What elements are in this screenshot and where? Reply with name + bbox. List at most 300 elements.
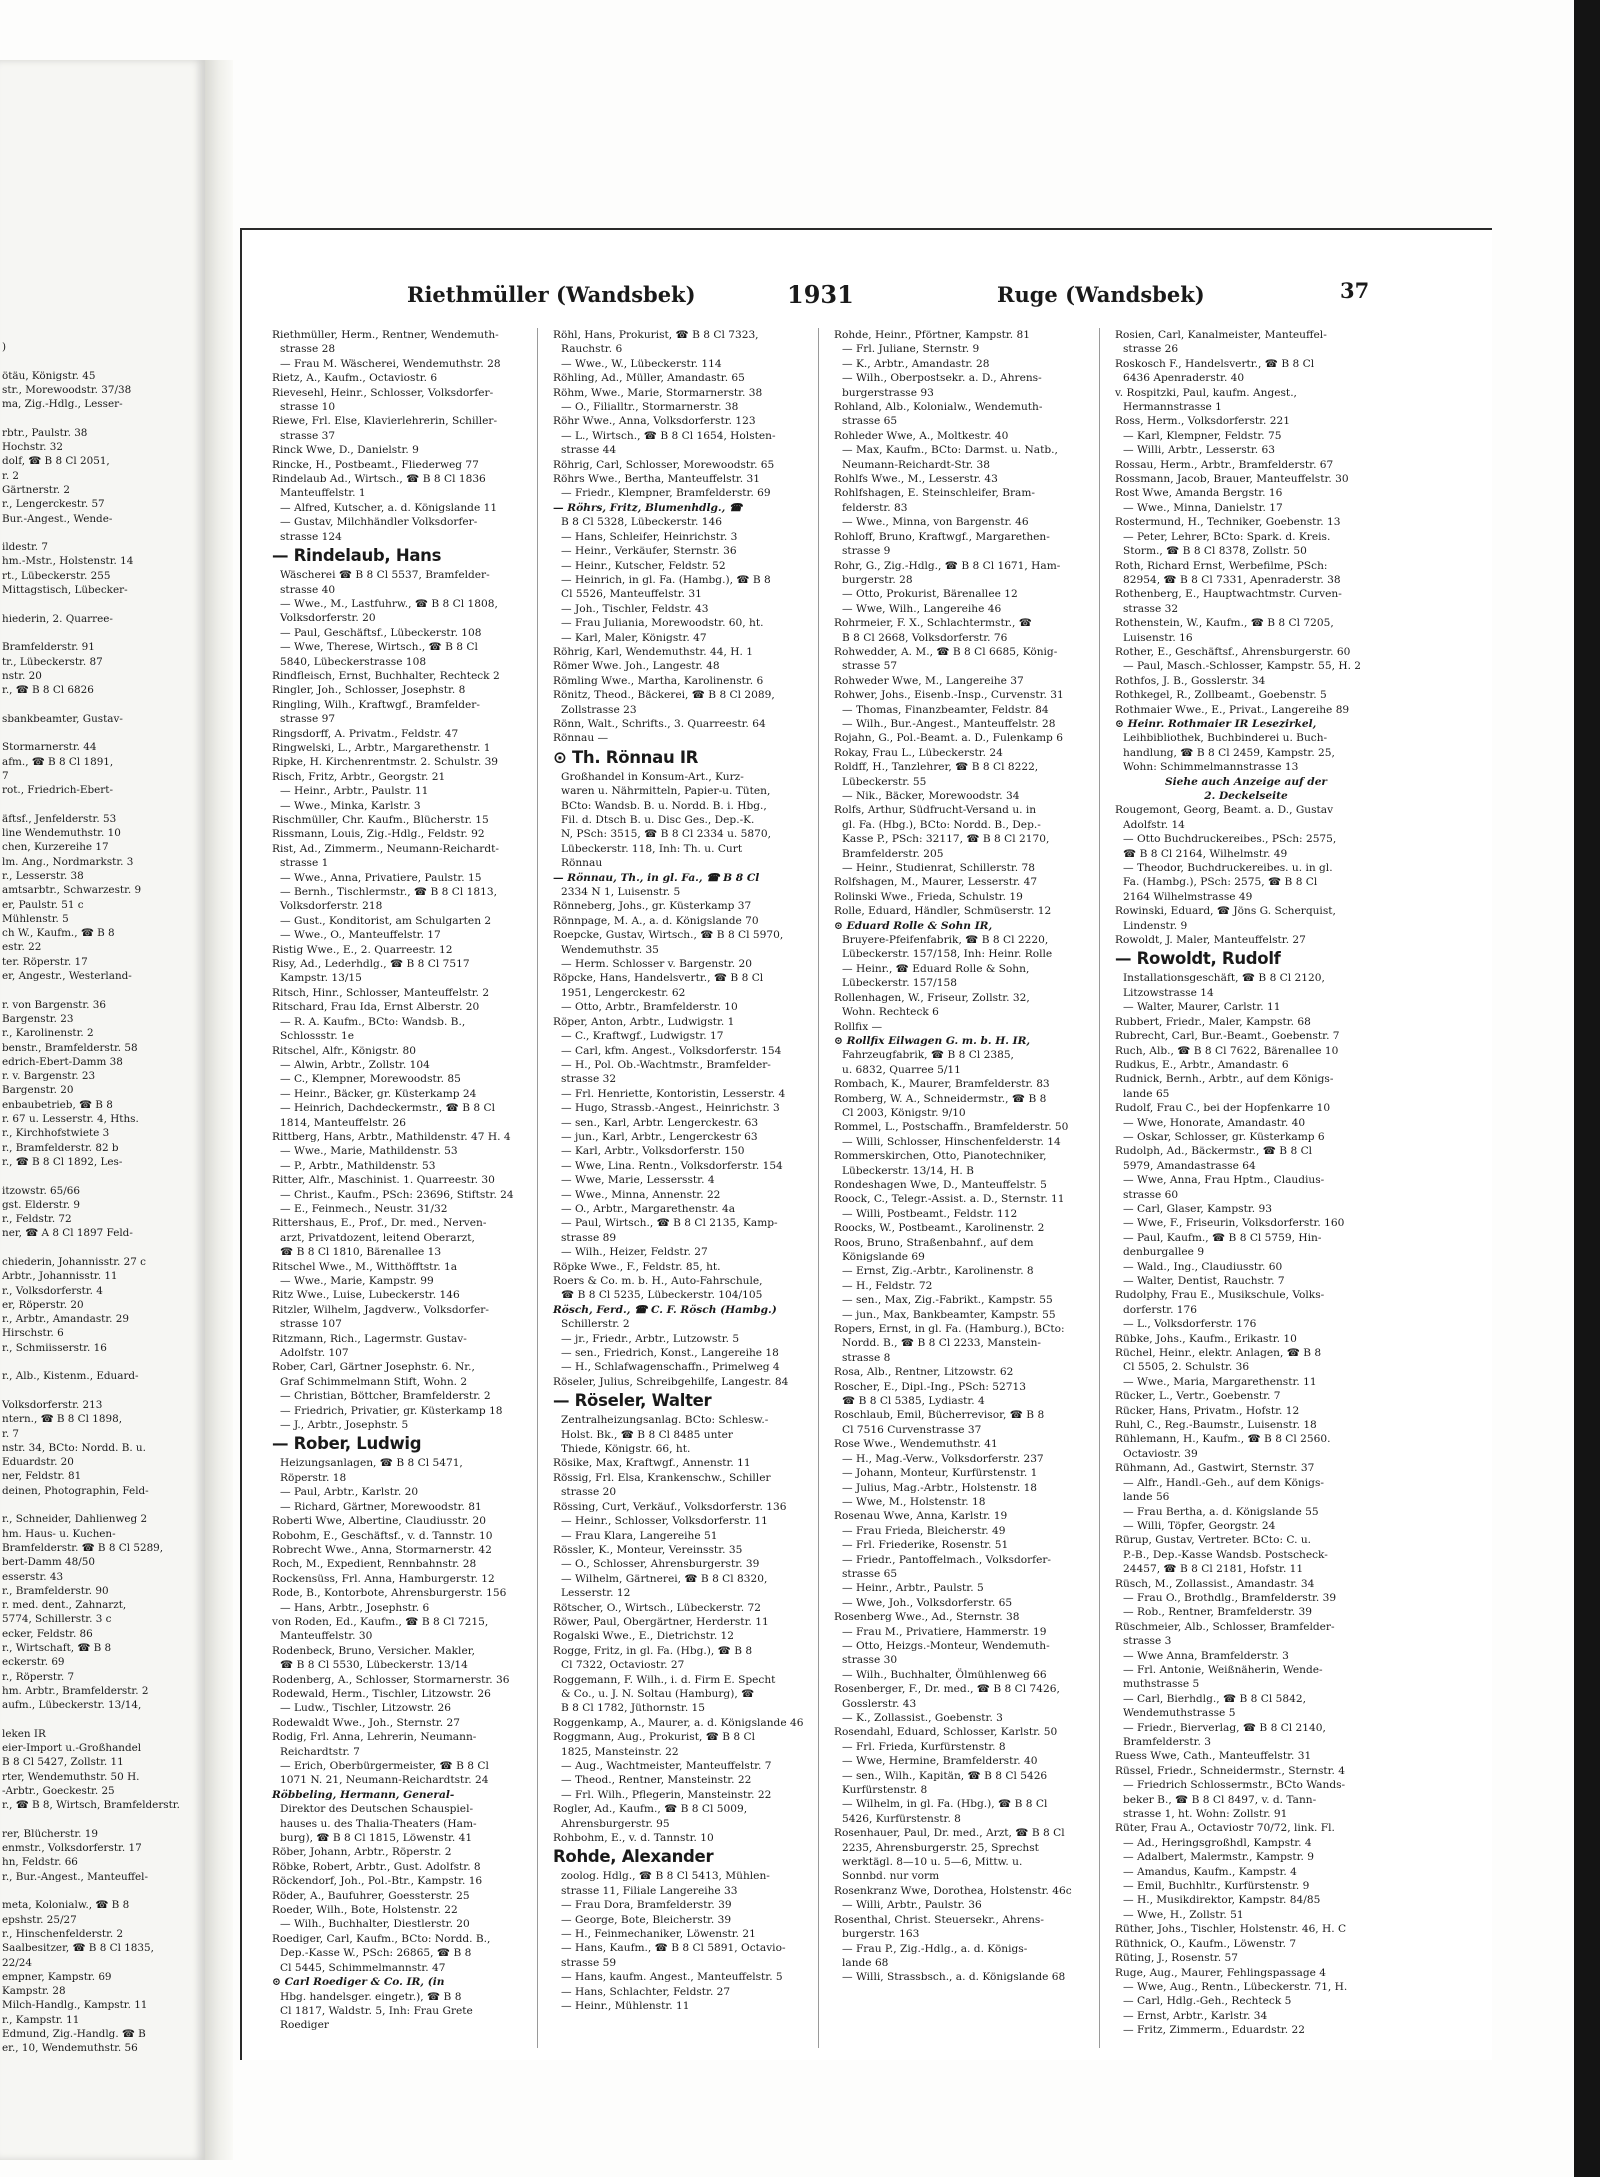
directory-entry: 6436 Apenraderstr. 40 [1123, 372, 1245, 385]
column-1 [268, 328, 538, 2048]
adjacent-page-line: deinen, Photographin, Feld- [2, 1484, 149, 1497]
directory-entry: N, PSch: 3515, ☎ B 8 Cl 2334 u. 5870, [561, 828, 771, 841]
page-number: 37 [1340, 278, 1370, 303]
directory-entry: — Frau Klara, Langereihe 51 [561, 1529, 718, 1542]
adjacent-page-line: edrich-Ebert-Damm 38 [2, 1055, 123, 1068]
directory-entry: Litzowstrasse 14 [1123, 986, 1214, 999]
header-right-name: Ruge (Wandsbek) [997, 282, 1205, 307]
directory-entry: — jr., Friedr., Arbtr., Lutzowstr. 5 [561, 1332, 740, 1345]
directory-entry: — George, Bote, Bleicherstr. 39 [561, 1913, 732, 1926]
directory-entry: Rockensüss, Frl. Anna, Hamburgerstr. 12 [272, 1572, 495, 1585]
directory-entry: Rischmüller, Chr. Kaufm., Blücherstr. 15 [272, 814, 489, 826]
adjacent-page-line: tr., Lübeckerstr. 87 [2, 655, 103, 668]
directory-entry: Röpcke, Hans, Handelsvertr., ☎ B 8 Cl [553, 972, 764, 985]
directory-entry: — Wwe., Minna, von Bargenstr. 46 [842, 516, 1029, 529]
adjacent-page-line: r. v. Bargenstr. 23 [2, 1070, 96, 1083]
directory-entry: — Alfr., Handl.-Geh., auf dem Königs- [1123, 1476, 1324, 1489]
adjacent-page-line [0, 1241, 205, 1255]
directory-entry: — O., Arbtr., Margarethenstr. 4a [561, 1202, 736, 1215]
directory-entry: Rösike, Max, Kraftwgf., Annenstr. 11 [553, 1457, 751, 1470]
adjacent-page-line: chen, Kurzereihe 17 [2, 841, 109, 854]
directory-entry: Ruge, Aug., Maurer, Fehlingspassage 4 [1115, 1966, 1327, 1979]
directory-entry: — Joh., Tischler, Feldstr. 43 [561, 602, 709, 615]
directory-entry: Rürup, Gustav, Vertreter. BCto: C. u. [1115, 1534, 1312, 1547]
directory-entry: — Emil, Buchhltr., Kurfürstenstr. 9 [1123, 1880, 1310, 1893]
adjacent-page-line: rter, Wendemuthstr. 50 H. [2, 1770, 140, 1783]
directory-entry: — Erich, Oberbürgermeister, ☎ B 8 Cl [280, 1760, 489, 1772]
directory-entry: lande 65 [1123, 1087, 1170, 1100]
directory-entry: — Frau Juliania, Morewoodstr. 60, ht. [561, 617, 764, 630]
directory-entry: Schillerstr. 2 [561, 1318, 630, 1331]
directory-entry: — Frl. Juliane, Sternstr. 9 [842, 343, 980, 356]
directory-entry: Rüschmeier, Alb., Schlosser, Bramfelder- [1115, 1620, 1335, 1633]
directory-entry: — Wilhelm, Gärtnerei, ☎ B 8 Cl 8320, [561, 1572, 768, 1585]
directory-entry: strasse 32 [1123, 602, 1179, 615]
directory-entry: Ahrensburgerstr. 95 [561, 1817, 670, 1830]
directory-entry: Storm., ☎ B 8 Cl 8378, Zollstr. 50 [1123, 545, 1307, 558]
directory-entry: Kampstr. 13/15 [280, 972, 362, 985]
adjacent-page-line: hm.-Mstr., Holstenstr. 14 [2, 555, 134, 568]
directory-entry: — Heinr., Verkäufer, Sternstr. 36 [561, 545, 737, 558]
directory-entry-highlight: Rohde, Alexander [553, 1847, 714, 1867]
adjacent-page-line: Bramfelderstr. ☎ B 8 Cl 5289, [2, 1541, 164, 1554]
directory-entry: lande 56 [1123, 1491, 1170, 1504]
directory-entry: strasse 11, Filiale Langereihe 33 [561, 1884, 738, 1897]
adjacent-page-line: r. 7 [2, 1427, 20, 1440]
directory-entry: Ruch, Alb., ☎ B 8 Cl 7622, Bärenallee 10 [1115, 1044, 1339, 1057]
directory-entry: — sen., Max, Zig.-Fabrikt., Kampstr. 55 [842, 1294, 1053, 1307]
directory-entry: Risy, Ad., Lederhdlg., ☎ B 8 Cl 7517 [272, 958, 470, 971]
directory-entry: Volksdorferstr. 218 [280, 900, 383, 913]
directory-entry: — Wwe., Anna, Privatiere, Paulstr. 15 [280, 871, 482, 884]
directory-entry: Bruyere-Pfeifenfabrik, ☎ B 8 Cl 2220, [842, 934, 1049, 947]
directory-entry: Rössing, Curt, Verkäuf., Volksdorferstr. 136 [553, 1500, 787, 1513]
directory-entry: Rüter, Frau A., Octaviostr 70/72, link. Fl. [1115, 1822, 1335, 1835]
directory-entry: burg), ☎ B 8 Cl 1815, Löwenstr. 41 [280, 1832, 473, 1845]
directory-entry: Manteuffelstr. 1 [280, 487, 366, 500]
directory-entry: — Theodor, Buchdruckereibes. u. in gl. [1123, 862, 1333, 875]
directory-entry-highlight: — Rindelaub, Hans [272, 546, 442, 566]
adjacent-page-line: r., ☎ B 8, Wirtsch, Bramfelderstr. [2, 1799, 180, 1812]
directory-entry-highlight: — Röhrs, Fritz, Blumenhdlg., ☎ [553, 501, 743, 514]
directory-entry: Thiede, Königstr. 66, ht. [561, 1443, 691, 1456]
directory-entry-highlight: — Rowoldt, Rudolf [1115, 949, 1281, 969]
directory-entry: — Otto, Arbtr., Bramfelderstr. 10 [561, 1001, 738, 1014]
directory-entry-highlight: — Röseler, Walter [553, 1391, 712, 1411]
directory-entry: — Hans, Arbtr., Josephstr. 6 [280, 1601, 430, 1614]
directory-entry: — Frau O., Brothdlg., Bramfelderstr. 39 [1123, 1591, 1337, 1604]
adjacent-page-line: sbankbeamter, Gustav- [2, 712, 123, 725]
directory-entry: Rosenthal, Christ. Steuersekr., Ahrens- [834, 1913, 1044, 1926]
directory-entry: — Carl, Bierhdlg., ☎ B 8 Cl 5842, [1123, 1692, 1306, 1705]
directory-entry: Adolfstr. 107 [280, 1347, 349, 1360]
adjacent-page-line: r., ☎ B 8 Cl 1892, Les- [2, 1155, 123, 1168]
directory-entry: — Frl. Friederike, Rosenstr. 51 [842, 1539, 1009, 1552]
adjacent-page-line: r., ☎ B 8 Cl 6826 [2, 684, 94, 697]
adjacent-page-line: gst. Elderstr. 9 [2, 1198, 80, 1211]
directory-entry: Röhl, Hans, Prokurist, ☎ B 8 Cl 7323, [553, 329, 759, 341]
directory-entry: Rüther, Johs., Tischler, Holstenstr. 46, H. C [1115, 1923, 1347, 1936]
adjacent-page-line: Bargenstr. 20 [2, 1084, 74, 1097]
directory-entry: — Christian, Böttcher, Bramfelderstr. 2 [280, 1390, 491, 1403]
directory-entry: B 8 Cl 5328, Lübeckerstr. 146 [561, 516, 722, 529]
directory-entry: Lübeckerstr. 118, Inh: Th. u. Curt [561, 842, 743, 855]
directory-entry: Rohland, Alb., Kolonialw., Wendemuth- [834, 401, 1043, 414]
directory-entry: Rondeshagen Wwe, D., Manteuffelstr. 5 [834, 1178, 1047, 1191]
directory-entry: strasse 3 [1123, 1635, 1172, 1648]
header-left-name: Riethmüller (Wandsbek) [407, 282, 696, 307]
directory-page [240, 228, 1492, 2060]
directory-entry: Rodenberg, A., Schlosser, Stormarnerstr. 36 [272, 1673, 510, 1686]
directory-entry: — Carl, Hdlg.-Geh., Rechteck 5 [1123, 1995, 1292, 2008]
directory-entry: werktägl. 8—10 u. 5—6, Mittw. u. [842, 1856, 1023, 1869]
directory-entry: lande 68 [842, 1956, 889, 1969]
adjacent-page-line: Saalbesitzer, ☎ B 8 Cl 1835, [2, 1942, 154, 1955]
directory-entry: Rüthnick, O., Kaufm., Löwenstr. 7 [1115, 1937, 1297, 1950]
directory-entry-highlight: — Rönnau, Th., in gl. Fa., ☎ B 8 Cl [553, 871, 760, 884]
directory-entry: Rudolf, Frau C., bei der Hopfenkarre 10 [1115, 1102, 1331, 1115]
directory-entry: Risch, Fritz, Arbtr., Georgstr. 21 [272, 770, 446, 783]
adjacent-page-line: aufm., Lübeckerstr. 13/14, [2, 1699, 142, 1712]
directory-entry: felderstr. 83 [842, 501, 908, 514]
directory-entry: — Frau Bertha, a. d. Königslande 55 [1123, 1505, 1319, 1518]
directory-entry: dorferstr. 176 [1123, 1303, 1198, 1316]
directory-entry: Roocks, W., Postbeamt., Karolinenstr. 2 [834, 1222, 1045, 1235]
directory-entry-highlight: ⊙ Rollfix Eilwagen G. m. b. H. IR, [834, 1034, 1031, 1047]
directory-entry: Zentralheizungsanlag. BCto: Schlesw.- [561, 1414, 769, 1427]
adjacent-page-line: r., Wirtschaft, ☎ B 8 [2, 1642, 112, 1655]
directory-entry: Rönitz, Theod., Bäckerei, ☎ B 8 Cl 2089, [553, 689, 775, 702]
adjacent-page-line: hm. Haus- u. Kuchen- [2, 1527, 116, 1540]
directory-entry: Römer Wwe. Joh., Langestr. 48 [553, 660, 720, 673]
directory-entry: Roscher, E., Dipl.-Ing., PSch: 52713 [834, 1380, 1026, 1393]
directory-entry: 2. Deckelseite [1204, 790, 1288, 802]
directory-entry: 2235, Ahrensburgerstr. 25, Sprechst [842, 1841, 1039, 1854]
adjacent-page-line: empner, Kampstr. 69 [2, 1970, 112, 1983]
directory-entry: Bramfelderstr. 205 [842, 847, 944, 860]
directory-entry: Cl 5505, 2. Schulstr. 36 [1123, 1361, 1250, 1374]
directory-entry: — H., Musikdirektor, Kampstr. 84/85 [1123, 1894, 1321, 1907]
directory-entry: Zollstrasse 23 [561, 703, 637, 716]
directory-entry: Roskosch F., Handelsvertr., ☎ B 8 Cl [1115, 357, 1315, 370]
directory-entry: Röder, A., Baufuhrer, Goessterstr. 25 [272, 1889, 470, 1902]
directory-entry: Riethmüller, Herm., Rentner, Wendemuth- [272, 329, 499, 341]
directory-entry: — Willi, Arbtr., Paulstr. 36 [842, 1899, 982, 1912]
directory-entry: — Frau Dora, Bramfelderstr. 39 [561, 1899, 732, 1912]
directory-entry: Roers & Co. m. b. H., Auto-Fahrschule, [553, 1275, 763, 1287]
directory-entry: — Adalbert, Malermstr., Kampstr. 9 [1123, 1851, 1314, 1864]
directory-entry: Rudnick, Bernh., Arbtr., auf dem Königs- [1115, 1073, 1334, 1086]
directory-entry: Rohleder Wwe, A., Moltkestr. 40 [834, 429, 1009, 442]
directory-entry: Holst. Bk., ☎ B 8 Cl 8485 unter [561, 1428, 733, 1441]
directory-entry: burgerstrasse 93 [842, 386, 934, 399]
directory-entry: strasse 59 [561, 1956, 617, 1969]
directory-entry: Rohwedder, A. M., ☎ B 8 Cl 6685, König- [834, 645, 1058, 658]
adjacent-page-line [0, 697, 205, 711]
directory-entry: ☎ B 8 Cl 5235, Lübeckerstr. 104/105 [561, 1289, 763, 1302]
directory-entry: — Paul, Geschäftsf., Lübeckerstr. 108 [280, 626, 482, 639]
directory-entry: Rosien, Carl, Kanalmeister, Manteuffel- [1115, 329, 1327, 341]
directory-entry: Ripke, H. Kirchenrentmstr. 2. Schulstr. 39 [272, 756, 499, 769]
directory-entry: Direktor des Deutschen Schauspiel- [280, 1803, 474, 1816]
directory-entry: Rothenstein, W., Kaufm., ☎ B 8 Cl 7205, [1115, 617, 1334, 630]
directory-entry: — H., Mag.-Verw., Volksdorferstr. 237 [842, 1452, 1044, 1465]
directory-entry: Röhm, Wwe., Marie, Stormarnerstr. 38 [553, 386, 763, 399]
directory-entry: Rudolph, Ad., Bäckermstr., ☎ B 8 Cl [1115, 1145, 1313, 1158]
directory-entry: — Wwe., Maria, Margarethenstr. 11 [1123, 1375, 1317, 1388]
adjacent-page-line: r. med. dent., Zahnarzt, [2, 1599, 127, 1612]
adjacent-page-line: er, Angestr., Westerland- [2, 970, 132, 983]
directory-entry: — Frau P., Zig.-Hdlg., a. d. Königs- [842, 1942, 1028, 1955]
adjacent-page-line: enbaubetrieb, ☎ B 8 [2, 1098, 113, 1111]
directory-entry: Rohweder Wwe, M., Langereihe 37 [834, 674, 1024, 687]
adjacent-page-line: esserstr. 43 [2, 1570, 64, 1583]
adjacent-page-line [0, 1813, 205, 1827]
directory-entry: Rudolphy, Frau E., Musikschule, Volks- [1115, 1289, 1325, 1302]
adjacent-page-line: Gärtnerstr. 2 [2, 483, 70, 496]
directory-entry: Wohn. Rechteck 6 [842, 1006, 939, 1019]
directory-entry: Manteuffelstr. 30 [280, 1630, 373, 1643]
directory-entry: — P., Arbtr., Mathildenstr. 53 [280, 1159, 436, 1172]
directory-entry: Rössler, K., Monteur, Vereinsstr. 35 [553, 1543, 743, 1556]
adjacent-page-line: afm., ☎ B 8 Cl 1891, [2, 755, 114, 768]
adjacent-page-line: amtsarbtr., Schwarzestr. 9 [2, 884, 142, 897]
directory-entry: ☎ B 8 Cl 5385, Lydiastr. 4 [842, 1395, 985, 1408]
directory-entry: Roepcke, Gustav, Wirtsch., ☎ B 8 Cl 5970, [553, 929, 784, 942]
directory-entry: Rohr, G., Zig.-Hdlg., ☎ B 8 Cl 1671, Ham- [834, 559, 1061, 572]
directory-entry: von Roden, Ed., Kaufm., ☎ B 8 Cl 7215, [272, 1615, 489, 1628]
directory-entry: — Wwe., M., Lastfuhrw., ☎ B 8 Cl 1808, [280, 597, 498, 610]
directory-entry: Lübeckerstr. 13/14, H. B [842, 1164, 974, 1177]
adjacent-page-line: r., Feldstr. 72 [2, 1213, 72, 1226]
adjacent-page-line: r., Alb., Kistenm., Eduard- [2, 1370, 139, 1383]
directory-entry: Bramfelderstr. 3 [1123, 1736, 1211, 1748]
directory-entry: BCto: Wandsb. B. u. Nordd. B. i. Hbg., [561, 799, 767, 812]
directory-entry: Rowinski, Eduard, ☎ Jöns G. Scherquist, [1115, 905, 1336, 918]
directory-entry: Röbke, Robert, Arbtr., Gust. Adolfstr. 8 [272, 1860, 481, 1873]
column-2 [549, 328, 819, 2048]
adjacent-page-line: Bur.-Angest., Wende- [2, 512, 113, 525]
directory-entry: — Willi, Töpfer, Georgstr. 24 [1123, 1519, 1276, 1532]
directory-entry: — Friedr., Bierverlag, ☎ B 8 Cl 2140, [1123, 1721, 1326, 1734]
column-4 [1111, 328, 1381, 2048]
directory-entry: — Wwe, Aug., Rentn., Lübeckerstr. 71, H. [1123, 1980, 1348, 1993]
directory-entry-highlight: ⊙ Th. Rönnau IR [553, 747, 699, 767]
directory-entry: Cl 2003, Königstr. 9/10 [842, 1106, 966, 1119]
directory-entry: 5979, Amandastrasse 64 [1123, 1159, 1256, 1172]
directory-entry: — sen., Wilh., Kapitän, ☎ B 8 Cl 5426 [842, 1769, 1048, 1782]
directory-entry: Ringsdorff, A. Privatm., Feldstr. 47 [272, 727, 459, 740]
directory-entry: Rossau, Herm., Arbtr., Bramfelderstr. 67 [1115, 458, 1334, 471]
directory-entry-highlight: Röbbeling, Hermann, General- [272, 1788, 455, 1801]
directory-entry: Ritz Wwe., Luise, Lubeckerstr. 146 [272, 1289, 460, 1302]
directory-entry: Dep.-Kasse W., PSch: 26865, ☎ B 8 [280, 1947, 472, 1960]
directory-entry: — Hans, Kaufm., ☎ B 8 Cl 5891, Octavio- [561, 1942, 786, 1955]
directory-entry: Rohloff, Bruno, Kraftwgf., Margarethen- [834, 530, 1050, 543]
directory-entry: Rodig, Frl. Anna, Lehrerin, Neumann- [272, 1731, 477, 1744]
directory-entry: Rüchel, Heinr., elektr. Anlagen, ☎ B 8 [1115, 1347, 1322, 1360]
directory-entry: — H., Feinmechaniker, Löwenstr. 21 [561, 1928, 756, 1941]
directory-entry: Romberg, W. A., Schneidermstr., ☎ B 8 [834, 1092, 1047, 1105]
directory-entry: Rodewald, Herm., Tischler, Litzowstr. 26 [272, 1687, 491, 1700]
directory-entry: Rothenberg, E., Hauptwachtmstr. Curven- [1115, 588, 1342, 601]
directory-entry: strasse 124 [280, 530, 342, 543]
directory-entry: Rokay, Frau L., Lübeckerstr. 24 [834, 746, 1003, 759]
adjacent-page-line: r., Hinschenfelderstr. 2 [2, 1927, 124, 1940]
directory-entry: Rincke, H., Postbeamt., Fliederweg 77 [272, 458, 479, 471]
directory-entry: 82954, ☎ B 8 Cl 7331, Apenraderstr. 38 [1123, 573, 1341, 586]
directory-entry: burgerstr. 28 [842, 573, 913, 586]
directory-entry: Röhrig, Karl, Wendemuthstr. 44, H. 1 [553, 645, 753, 658]
adjacent-page-line: ma, Zig.-Hdlg., Lesser- [2, 398, 123, 411]
directory-entry: Röhr Wwe., Anna, Volksdorferstr. 123 [553, 415, 756, 428]
directory-entry: Rössig, Frl. Elsa, Krankenschw., Schiller [553, 1471, 771, 1484]
directory-entry: Rosendahl, Eduard, Schlosser, Karlstr. 50 [834, 1726, 1058, 1739]
directory-entry: — Ad., Heringsgroßhdl, Kampstr. 4 [1123, 1836, 1312, 1849]
directory-entry: — Wwe., Marie, Kampstr. 99 [280, 1275, 434, 1287]
directory-entry: — Gustav, Milchhändler Volksdorfer- [280, 516, 478, 529]
directory-entry: strasse 8 [842, 1351, 891, 1364]
directory-entry: Fil. d. Dtsch B. u. Disc Ges., Dep.-K. [561, 814, 755, 826]
directory-entry: — Theod., Rentner, Mansteinstr. 22 [561, 1774, 752, 1787]
directory-entry: — O., Filialltr., Stormarnerstr. 38 [561, 401, 739, 414]
directory-entry: 24457, ☎ B 8 Cl 2181, Hofstr. 11 [1123, 1563, 1304, 1576]
adjacent-page-line: benstr., Bramfelderstr. 58 [2, 1041, 138, 1054]
directory-entry: — Wwe, Marie, Lessersstr. 4 [561, 1174, 715, 1187]
directory-entry: Rohlfshagen, E. Steinschleifer, Bram- [834, 487, 1035, 500]
directory-entry: Roberti Wwe, Albertine, Claudiusstr. 20 [272, 1515, 486, 1528]
directory-entry: — Hans, Schlachter, Feldstr. 27 [561, 1985, 731, 1998]
directory-entry: Rolfs, Arthur, Südfrucht-Versand u. in [834, 804, 1037, 817]
directory-entry: Cl 7322, Octaviostr. 27 [561, 1659, 685, 1672]
directory-entry: — Friedr., Klempner, Bramfelderstr. 69 [561, 487, 771, 500]
directory-entry: Rüting, J., Rosenstr. 57 [1115, 1952, 1239, 1965]
directory-entry: Ristig Wwe., E., 2. Quarreestr. 12 [272, 943, 453, 956]
directory-entry: Ritschel, Alfr., Königstr. 80 [272, 1044, 416, 1057]
directory-entry: muthstrasse 5 [1123, 1678, 1200, 1691]
adjacent-page-line [0, 798, 205, 812]
directory-entry: — Heinr., Arbtr., Paulstr. 11 [280, 785, 429, 798]
page-header [242, 278, 1492, 316]
directory-entry: Rudkus, E., Arbtr., Amandastr. 6 [1115, 1058, 1289, 1071]
adjacent-page-line: 7 [2, 769, 9, 782]
directory-entry: — Gust., Konditorist, am Schulgarten 2 [280, 914, 492, 927]
adjacent-page-line: r., Bur.-Angest., Manteuffel- [2, 1870, 149, 1883]
directory-entry: — H., Schlafwagenschaffn., Primelweg 4 [561, 1361, 780, 1374]
directory-entry: Roos, Bruno, Straßenbahnf., auf dem [834, 1236, 1034, 1249]
directory-entry: Rücker, L., Vertr., Goebenstr. 7 [1115, 1390, 1281, 1403]
directory-entry: — Paul, Wirtsch., ☎ B 8 Cl 2135, Kamp- [561, 1217, 778, 1230]
directory-entry: — L., Wirtsch., ☎ B 8 Cl 1654, Holsten- [561, 429, 776, 442]
directory-entry: — Aug., Wachtmeister, Manteuffelstr. 7 [561, 1760, 772, 1772]
directory-entry: Fa. (Hambg.), PSch: 2575, ☎ B 8 Cl [1123, 876, 1318, 889]
directory-entry: — Walter, Maurer, Carlstr. 11 [1123, 1001, 1281, 1014]
directory-entry: — Paul, Arbtr., Karlstr. 20 [280, 1486, 419, 1499]
adjacent-page-line: line Wendemuthstr. 10 [2, 827, 121, 840]
directory-entry: — Friedrich Schlossermstr., BCto Wands- [1123, 1779, 1346, 1792]
directory-entry: 1951, Lengerckestr. 62 [561, 986, 686, 999]
directory-entry: — Hans, kaufm. Angest., Manteuffelstr. 5 [561, 1971, 783, 1984]
directory-entry: — H., Feldstr. 72 [842, 1279, 933, 1292]
directory-entry: Ritter, Alfr., Maschinist. 1. Quarreestr. 30 [272, 1174, 495, 1187]
directory-entry: — Wwe., Minka, Karlstr. 3 [280, 799, 421, 812]
directory-entry: Rittberg, Hans, Arbtr., Mathildenstr. 47 H. 4 [272, 1130, 511, 1143]
directory-entry: Rüssel, Friedr., Schneidermstr., Sternstr. 4 [1115, 1764, 1346, 1777]
directory-entry: Ritschel Wwe., M., Witthöfftstr. 1a [272, 1260, 458, 1273]
directory-entry: — Frau M., Privatiere, Hammerstr. 19 [842, 1625, 1047, 1638]
directory-entry: Rindelaub Ad., Wirtsch., ☎ B 8 Cl 1836 [272, 473, 486, 486]
directory-entry: Rogler, Ad., Kaufm., ☎ B 8 Cl 5009, [553, 1803, 748, 1816]
directory-entry: — Wwe, H., Zollstr. 51 [1123, 1908, 1244, 1921]
directory-entry: Schlossstr. 1e [280, 1030, 354, 1043]
directory-entry: Rist, Ad., Zimmerm., Neumann-Reichardt- [272, 842, 499, 855]
directory-entry: Lesserstr. 12 [561, 1587, 631, 1600]
adjacent-page-line: hm. Arbtr., Bramfelderstr. 2 [2, 1684, 149, 1697]
directory-entry: — Christ., Kaufm., PSch: 23696, Stiftstr. 24 [280, 1188, 514, 1201]
adjacent-page-line: B 8 Cl 5427, Zollstr. 11 [2, 1756, 124, 1769]
adjacent-page-line: r., Arbtr., Amandastr. 29 [2, 1313, 130, 1326]
directory-entry: — Heinr., Kutscher, Feldstr. 52 [561, 559, 726, 572]
directory-entry: — Frl. Wilh., Pflegerin, Mansteinstr. 22 [561, 1788, 772, 1801]
directory-entry: — Wwe, F., Friseurin, Volksdorferstr. 160 [1123, 1217, 1345, 1230]
directory-entry: Robohm, E., Geschäftsf., v. d. Tannstr. 10 [272, 1529, 493, 1542]
adjacent-page-line: Hochstr. 32 [2, 441, 63, 454]
directory-entry: — Amandus, Kaufm., Kampstr. 4 [1123, 1865, 1297, 1878]
directory-entry: Rothmaier Wwe., E., Privat., Langereihe 89 [1115, 703, 1350, 716]
directory-entry: — Richard, Gärtner, Morewoodstr. 81 [280, 1500, 482, 1513]
adjacent-page-line: itzowstr. 65/66 [2, 1184, 81, 1197]
adjacent-page-line: dolf, ☎ B 8 Cl 2051, [2, 455, 110, 468]
directory-entry: Rosenhauer, Paul, Dr. med., Arzt, ☎ B 8 Cl [834, 1827, 1065, 1840]
directory-entry: 5426, Kurfürstenstr. 8 [842, 1812, 961, 1825]
adjacent-page-line [0, 354, 205, 368]
directory-entry: — Karl, Maler, Königstr. 47 [561, 631, 707, 644]
directory-entry: Rombach, K., Maurer, Bramfelderstr. 83 [834, 1078, 1050, 1091]
directory-entry: Wohn: Schimmelmannstrasse 13 [1123, 761, 1299, 774]
directory-entry: 2334 N 1, Luisenstr. 5 [561, 886, 681, 899]
directory-entry: Rosa, Alb., Rentner, Litzowstr. 62 [834, 1366, 1014, 1379]
directory-entry: Rossmann, Jacob, Brauer, Manteuffelstr. 30 [1115, 473, 1349, 486]
directory-entry: — Heinrich, Dachdeckermstr., ☎ B 8 Cl [280, 1102, 495, 1115]
adjacent-page-line: r., Volksdorferstr. 4 [2, 1284, 103, 1297]
directory-entry: — K., Zollassist., Goebenstr. 3 [842, 1712, 1003, 1724]
directory-entry: — Wwe, Joh., Volksdorferstr. 65 [842, 1596, 1013, 1609]
directory-entry: strasse 9 [842, 545, 891, 558]
directory-entry: — Ernst, Arbtr., Karlstr. 34 [1123, 2009, 1268, 2022]
adjacent-page-line [0, 526, 205, 540]
directory-entry: Rogge, Fritz, in gl. Fa. (Hbg.), ☎ B 8 [553, 1644, 753, 1657]
directory-entry: Installationsgeschäft, ☎ B 8 Cl 2120, [1123, 972, 1325, 985]
directory-entry: Wendemuthstr. 35 [561, 943, 659, 956]
directory-entry: — Heinr., Bäcker, gr. Küsterkamp 24 [280, 1087, 477, 1100]
directory-entry: — Willi, Arbtr., Lesserstr. 63 [1123, 444, 1276, 457]
directory-entry: Sonnbd. nur vorm [842, 1870, 940, 1883]
directory-entry: — Herm. Schlosser v. Bargenstr. 20 [561, 958, 752, 971]
adjacent-page-line: r., Lengerckestr. 57 [2, 498, 105, 511]
directory-entry: Rönnpage, M. A., a. d. Königslande 70 [553, 914, 759, 927]
adjacent-page-line: er, Paulstr. 51 c [2, 898, 84, 911]
directory-entry: — Alfred, Kutscher, a. d. Königslande 11 [280, 501, 498, 514]
directory-entry: — Wwe, Therese, Wirtsch., ☎ B 8 Cl [280, 641, 478, 654]
directory-entry: strasse 44 [561, 444, 617, 457]
directory-entry: — Thomas, Finanzbeamter, Feldstr. 84 [842, 703, 1049, 716]
adjacent-page-line [0, 726, 205, 740]
directory-entry: — Fritz, Zimmerm., Eduardstr. 22 [1123, 2024, 1305, 2037]
adjacent-page-line: r. 67 u. Lesserstr. 4, Hths. [2, 1113, 139, 1126]
directory-entry: Rolfshagen, M., Maurer, Lesserstr. 47 [834, 876, 1038, 889]
directory-entry: Graf Schimmelmann Stift, Wohn. 2 [280, 1375, 468, 1388]
adjacent-page-line [0, 1384, 205, 1398]
